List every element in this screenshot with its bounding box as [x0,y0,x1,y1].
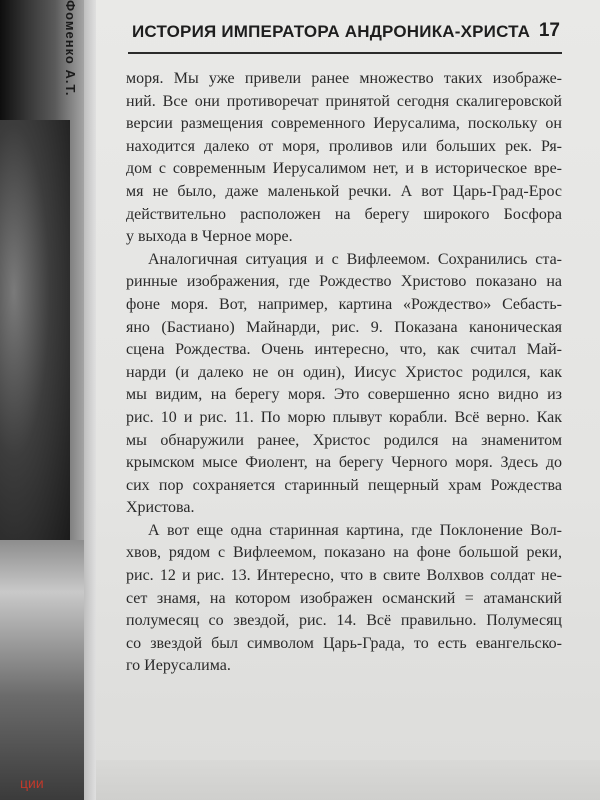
header-rule [128,52,562,54]
text-line: действительно расположен на берегу широкого Босфора [126,205,562,223]
spine-author-text: Фоменко А.Т. [63,0,78,97]
running-header [132,20,560,50]
left-page-photo-lower [0,540,84,800]
text-line: фоне моря. Вот, например, картина «Рождество» Себасть- [126,295,562,313]
page-number: 17 [538,20,560,41]
text-line: версии размещения современного Иерусалима, поскольку он [126,115,562,133]
text-line: ний. Все они противоречат принятой сегодня скалигеровской [126,92,562,110]
text-line: дом с современным Иерусалимом нет, и в историческое вре- [126,160,562,178]
text-line: рис. 12 и рис. 13. Интересно, что в свите Волхвов солдат не- [126,567,562,585]
text-line: мы видим, на берегу моря. Это совершенно ясно видно из [126,386,562,404]
text-line: ринные изображения, где Рождество Христово показано на [126,273,562,291]
left-page-photo [0,120,70,550]
text-line: хвов, рядом с Вифлеемом, показано на фоне большой реки, [126,544,562,562]
body-text [126,68,562,678]
text-line: у выхода в Черное море. [126,228,293,246]
text-line: мя не было, даже маленькой речки. А вот Царь-Град-Ерос [126,182,562,200]
text-line: полумесяц со звездой, рис. 14. Всё правильно. Полумесяц [126,612,562,630]
running-header-title: ИСТОРИЯ ИМПЕРАТОРА АНДРОНИКА-ХРИСТА [132,22,531,41]
text-line: мы обнаружили ранее, Христос родился на знаменитом [126,431,562,449]
text-line: сет знамя, на котором изображен османский = атаманский [126,589,562,607]
text-line: А вот еще одна старинная картина, где Поклонение Вол- [148,521,562,539]
text-line: нарди (и далеко не он один), Иисус Христос родился, как [126,363,562,381]
text-line: рис. 10 и рис. 11. По морю плывут корабли. Всё верно. Как [126,408,562,426]
text-line: крымском мысе Фиолент, на берегу Черного моря. Здесь до [126,454,562,472]
text-line: сих пор сохраняется старинный пещерный храм Рождества [126,476,562,494]
text-line: находится далеко от моря, проливов или больших рек. Ря- [126,137,562,155]
text-line: Христова. [126,499,195,517]
left-page-red-text: ции [20,775,44,791]
text-line: го Иерусалима. [126,657,231,675]
text-line: Аналогичная ситуация и с Вифлеемом. Сохранились ста- [148,250,562,268]
text-line: сцена Рождества. Очень интересно, что, как считал Май- [126,341,562,359]
text-line: моря. Мы уже привели ранее множество таких изображе- [126,70,562,87]
text-line: со звездой был символом Царь-Града, то есть евангельско- [126,634,562,652]
page-bottom-edge [96,760,600,800]
text-line: яно (Бастиано) Майнарди, рис. 9. Показана каноническая [126,318,562,336]
